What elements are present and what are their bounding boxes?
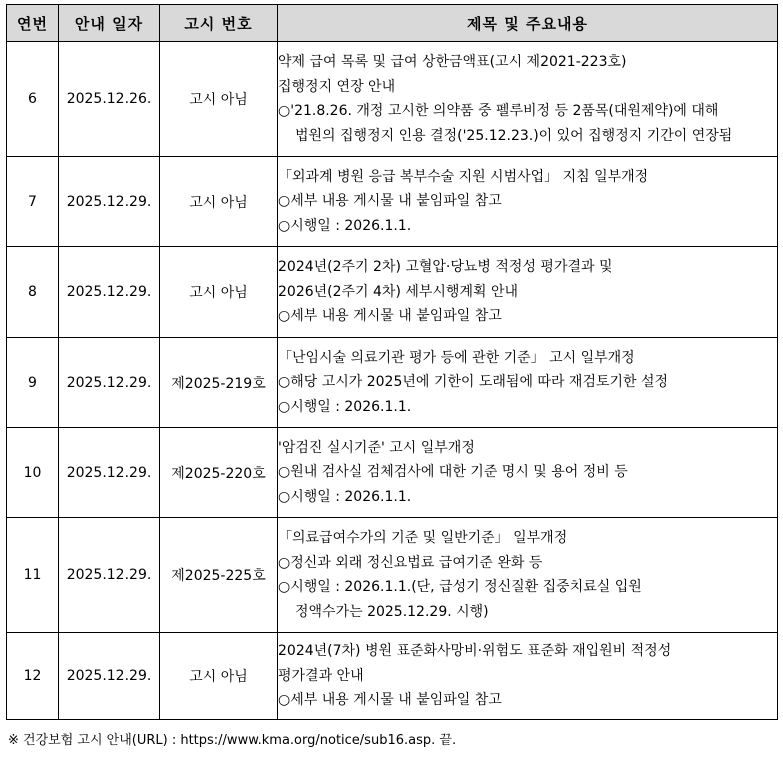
row-notice-no: 고시 아님	[160, 157, 278, 247]
content-line: 평가결과 안내	[278, 667, 364, 684]
content-line: ○원내 검사실 검체검사에 대한 기준 명시 및 용어 정비 등	[278, 464, 628, 481]
row-date: 2025.12.29.	[59, 428, 160, 518]
row-no: 10	[7, 428, 59, 518]
content-line: 법원의 집행정지 인용 결정('25.12.23.)이 있어 집행정지 기간이 연장됨	[295, 127, 733, 144]
content-line: 2024년(7차) 병원 표준화사망비·위험도 표준화 재입원비 적정성	[278, 643, 672, 660]
table-row	[7, 247, 778, 338]
table-header-row	[7, 5, 778, 42]
row-no: 9	[7, 338, 59, 428]
row-date: 2025.12.29.	[59, 518, 160, 633]
row-content	[278, 247, 778, 338]
row-no: 6	[7, 42, 59, 157]
footnote: ※ 건강보험 고시 안내(URL) : https://www.kma.org/notice/sub16.asp. 끝.	[8, 733, 457, 748]
content-line: ○해당 고시가 2025년에 기한이 도래됨에 따라 재검토기한 설정	[278, 374, 669, 391]
row-notice-no: 고시 아님	[160, 42, 278, 157]
content-line: ○세부 내용 게시물 내 붙임파일 참고	[278, 308, 502, 325]
content-line: 약제 급여 목록 및 급여 상한금액표(고시 제2021-223호)	[278, 54, 627, 70]
table-row	[7, 518, 778, 633]
header-notice-no: 고시 번호	[160, 5, 278, 42]
row-notice-no: 고시 아님	[160, 633, 278, 720]
row-date: 2025.12.29.	[59, 338, 160, 428]
content-line: 집행정지 연장 안내	[278, 78, 396, 95]
table-row	[7, 633, 778, 720]
row-no: 11	[7, 518, 59, 633]
notice-table	[6, 4, 778, 720]
table-row	[7, 428, 778, 518]
row-no: 8	[7, 247, 59, 338]
row-no: 7	[7, 157, 59, 247]
content-line: 정액수가는 2025.12.29. 시행)	[295, 603, 489, 620]
content-line: ○시행일 : 2026.1.1.(단, 급성기 정신질환 집중치료실 입원	[278, 579, 642, 595]
content-line: 「외과계 병원 응급 복부수술 지원 시범사업」 지침 일부개정	[278, 168, 649, 185]
row-content	[278, 518, 778, 633]
table-row	[7, 157, 778, 247]
header-content: 제목 및 주요내용	[278, 5, 778, 42]
content-line: ○세부 내용 게시물 내 붙임파일 참고	[278, 193, 502, 210]
table-row	[7, 338, 778, 428]
row-notice-no: 제2025-220호	[160, 428, 278, 518]
content-line: 2026년(2주기 4차) 세부시행계획 안내	[278, 283, 519, 300]
content-line: 2024년(2주기 2차) 고혈압·당뇨병 적정성 평가결과 및	[278, 259, 613, 276]
content-line: ○'21.8.26. 개정 고시한 의약품 중 펠루비정 등 2품목(대원제약)에 대해	[278, 103, 719, 119]
content-line: '암검진 실시기준' 고시 일부개정	[278, 439, 475, 456]
row-content	[278, 157, 778, 247]
content-line: 「의료급여수가의 기준 및 일반기준」 일부개정	[278, 530, 568, 546]
content-line: ○정신과 외래 정신요법료 급여기준 완화 등	[278, 554, 543, 571]
row-date: 2025.12.29.	[59, 157, 160, 247]
row-content	[278, 633, 778, 720]
table-row	[7, 42, 778, 157]
row-notice-no: 제2025-225호	[160, 518, 278, 633]
row-notice-no: 제2025-219호	[160, 338, 278, 428]
content-line: ○세부 내용 게시물 내 붙임파일 참고	[278, 692, 502, 709]
row-notice-no: 고시 아님	[160, 247, 278, 338]
row-content	[278, 42, 778, 157]
content-line: ○시행일 : 2026.1.1.	[278, 488, 412, 505]
content-line: ○시행일 : 2026.1.1.	[278, 398, 412, 415]
row-content	[278, 428, 778, 518]
content-line: ○시행일 : 2026.1.1.	[278, 217, 412, 234]
row-date: 2025.12.26.	[59, 42, 160, 157]
row-date: 2025.12.29.	[59, 633, 160, 720]
row-date: 2025.12.29.	[59, 247, 160, 338]
row-content	[278, 338, 778, 428]
header-no: 연번	[7, 5, 59, 42]
content-line: 「난임시술 의료기관 평가 등에 관한 기준」 고시 일부개정	[278, 349, 635, 366]
row-no: 12	[7, 633, 59, 720]
header-date: 안내 일자	[59, 5, 160, 42]
